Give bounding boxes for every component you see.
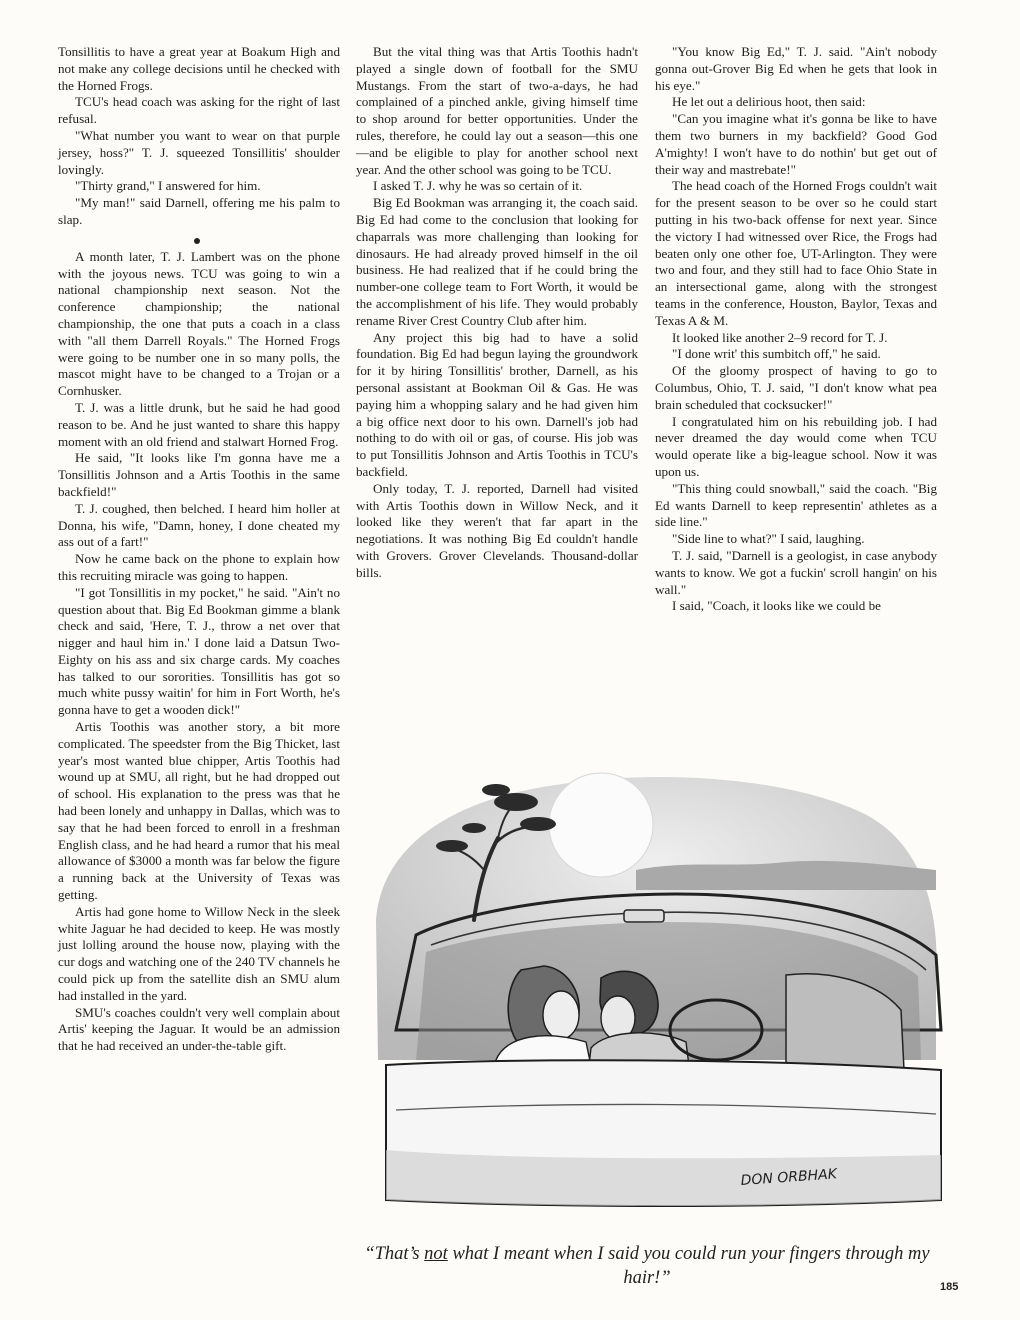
paragraph: T. J. was a little drunk, but he said he had good reason to be. And he just wanted to share this happy moment with an old friend and stalwart Horned Frog.	[58, 399, 340, 449]
paragraph: Only today, T. J. reported, Darnell had visited with Artis Toothis down in Willow Neck, and it looked like they weren't that far apart in the negotiations. It was nothing Big Ed couldn't handle with Grovers. Grover Clevelands. Thousand-dollar bills.	[356, 480, 638, 580]
paragraph: Of the gloomy prospect of having to go to Columbus, Ohio, T. J. said, "I don't know what pea brain scheduled that cocksucker!"	[655, 363, 937, 412]
artist-signature: DON ORBHAK	[740, 1166, 838, 1189]
paragraph: Tonsillitis to have a great year at Boakum High and not make any college decisions until he checked with the Horned Frogs.	[58, 44, 340, 93]
paragraph: T. J. coughed, then belched. I heard him holler at Donna, his wife, "Damn, honey, I done cheated my ass out of a fart!"	[58, 500, 340, 550]
paragraph: It looked like another 2–9 record for T. J.	[672, 329, 888, 345]
paragraph: "Side line to what?" I said, laughing.	[672, 531, 865, 547]
caption-emphasis: not	[424, 1244, 448, 1264]
paragraph: Big Ed Bookman was arranging it, the coach said. Big Ed had come to the conclusion that looking for chaparrals was more challenging than looking for dinosaurs. He had already proved himself in the oil business. He had realized that if he could bring the number-one college team to Fort Worth, it would be the accomplishment of his life. They would probably rename River Crest Country Club after him.	[356, 195, 638, 328]
paragraph: "I got Tonsillitis in my pocket," he said. "Ain't no question about that. Big Ed Bookman gimme a blank check and said, 'Here, T. J., throw a net over that nigger and haul him in.' I done laid a Datsun Two-Eighty on his ass and six charge cards. My coaches has talked to our sororities. Tonsillitis has got so much white pussy waitin' for him in Fort Worth, he's gonna have to get a wooden dick!"	[58, 584, 340, 718]
paragraph: Artis Toothis was another story, a bit more complicated. The speedster from the Big Thicket, last year's most wanted blue chipper, Artis Toothis had wound up at SMU, all right, but he had dropped out of school. His explanation to the press was that he had been lonely and unhappy in Dallas, which was to say that he had been forced to enroll in a freshman English class, and he had heard a rumor that his meal allowance of $3000 a month was far below the figure a running back at the University of Texas was getting.	[58, 719, 340, 903]
paragraph: The head coach of the Horned Frogs couldn't wait for the present season to be over so he could start putting in his two-back offense for next year. Since the victory I had witnessed over Rice, the Frogs had beaten only one other foe, UT-Arlington. They were two and four, and they still had to face Ohio State in an intersectional game, along with the strongest teams in the conference, Houston, Baylor, Texas and Texas A & M.	[655, 178, 937, 328]
text-column-2	[356, 44, 638, 582]
caption-text-end: what I meant when I said you could run your fingers through my hair!”	[447, 1244, 930, 1288]
paragraph: "I done writ' this sumbitch off," he said.	[672, 346, 881, 362]
section-break-bullet	[194, 238, 200, 244]
text-column-1	[58, 44, 340, 1055]
paragraph: I congratulated him on his rebuilding job. I had never dreamed the day would come when TCU would operate like a big-league school. Now it was upon us.	[655, 413, 937, 479]
paragraph: "Thirty grand," I answered for him.	[75, 178, 261, 194]
paragraph: "My man!" said Darnell, offering me his palm to slap.	[58, 195, 340, 227]
rear-view-mirror	[624, 910, 664, 922]
text-column-3	[655, 44, 937, 615]
paragraph: I said, "Coach, it looks like we could be	[672, 598, 881, 614]
paragraph: Any project this big had to have a solid foundation. Big Ed had begun laying the groundwork for it by hiring Tonsillitis' brother, Darnell, as his personal assistant at Bookman Oil & Gas. He was paying him a whopping salary and he had given him a big office next door to his own. Darnell's job had nothing to do with oil or gas, of course. His job was to put Tonsillitis Johnson and Artis Toothis in TCU's backfield.	[356, 329, 638, 479]
car-shading	[386, 1150, 941, 1206]
cartoon-caption	[356, 1242, 938, 1290]
paragraph: T. J. said, "Darnell is a geologist, in case anybody wants to know. We got a fuckin' scroll hangin' on his wall."	[655, 547, 937, 597]
paragraph: He said, "It looks like I'm gonna have me a Tonsillitis Johnson and a Artis Toothis in the same backfield!"	[58, 450, 340, 499]
paragraph: "What number you want to wear on that purple jersey, hoss?" T. J. squeezed Tonsillitis' shoulder lovingly.	[58, 127, 340, 177]
paragraph: SMU's coaches couldn't very well complain about Artis' keeping the Jaguar. It would be an admission that he had received an under-the-table gift.	[58, 1004, 340, 1054]
paragraph: Artis had gone home to Willow Neck in the sleek white Jaguar he had decided to keep. He was mostly just lolling around the house now, playing with the cur dogs and watching one of the 240 TV channels he could pick up from the satellite dish an SMU alum had installed in the yard.	[58, 903, 340, 1003]
paragraph: I asked T. J. why he was so certain of it.	[373, 178, 583, 194]
moon	[549, 773, 653, 877]
paragraph: Now he came back on the phone to explain how this recruiting miracle was going to happen.	[58, 551, 340, 583]
paragraph: But the vital thing was that Artis Toothis hadn't played a single down of football for the SMU Mustangs. From the start of two-a-days, he had complained of a pinched ankle, giving himself time to shop around for better opportunities. Under the rules, therefore, he could lay out a season—this one—and be eligible to play for another school next year. And the other school was going to be TCU.	[356, 44, 638, 177]
page-number: 185	[940, 1281, 959, 1293]
cartoon-illustration	[356, 730, 956, 1230]
paragraph: "You know Big Ed," T. J. said. "Ain't nobody gonna out-Grover Big Ed when he gets that look in his eye."	[655, 44, 937, 93]
paragraph: "Can you imagine what it's gonna be like to have them two burners in my backfield? Good God A'mighty! I won't have to do nothin' but get out of their way and mastrebate!"	[655, 111, 937, 177]
paragraph: He let out a delirious hoot, then said:	[672, 94, 866, 110]
caption-text-start: “That’s	[364, 1244, 425, 1264]
paragraph: A month later, T. J. Lambert was on the phone with the joyous news. TCU was going to win a national championship next season. Not the conference championship; the national championship, the one that puts a coach in a class with "all them Darrell Royals." The Horned Frogs were going to be number one in so many polls, the mascot might have to be changed to a Trojan or a Cornhusker.	[58, 248, 340, 399]
paragraph: "This thing could snowball," said the coach. "Big Ed wants Darnell to keep representin' athletes as a side line."	[655, 480, 937, 530]
paragraph: TCU's head coach was asking for the right of last refusal.	[58, 94, 340, 127]
